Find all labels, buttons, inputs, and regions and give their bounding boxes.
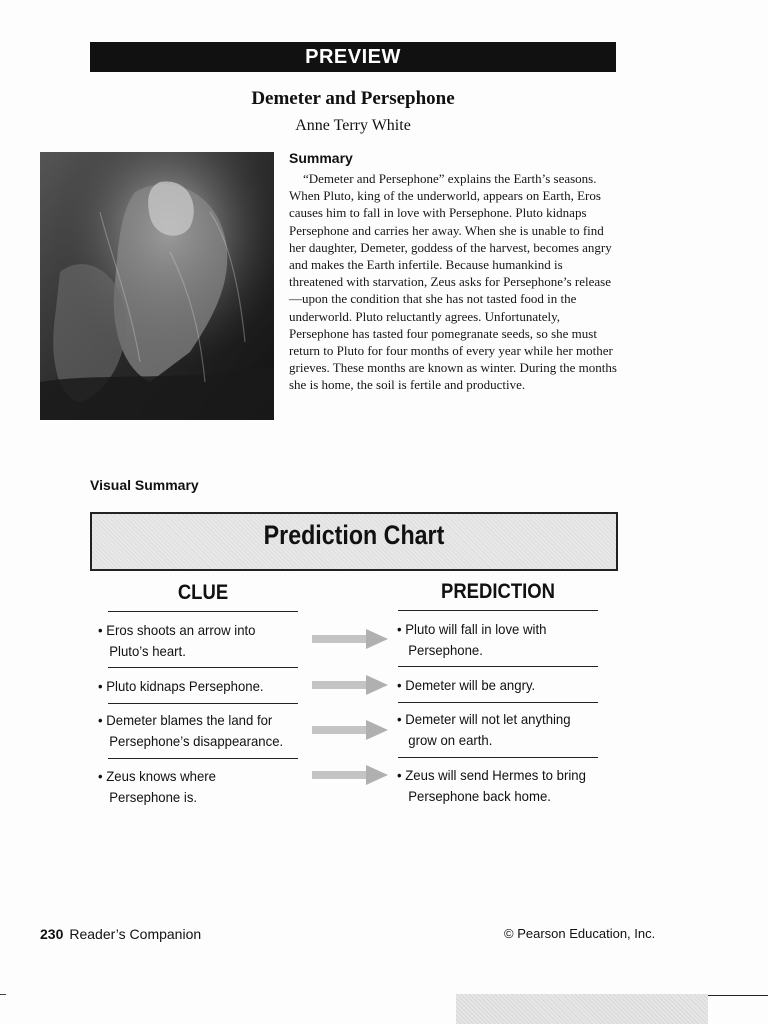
arrow-icon: [312, 763, 388, 787]
clue-divider: [108, 703, 298, 704]
book-title: Reader’s Companion: [69, 926, 202, 942]
page-number: 230: [40, 926, 64, 942]
prediction-line: • Demeter will not let anything: [397, 711, 571, 727]
prediction-line: • Zeus will send Hermes to bring: [397, 767, 586, 783]
prediction-divider: [398, 757, 598, 758]
clue-item: [98, 620, 255, 662]
visual-summary-heading: Visual Summary: [90, 477, 199, 493]
preview-banner: PREVIEW: [90, 42, 616, 72]
clue-divider: [108, 758, 298, 759]
prediction-divider: [398, 702, 598, 703]
copyright-notice: © Pearson Education, Inc.: [504, 926, 656, 941]
clue-line: • Pluto kidnaps Persephone.: [98, 678, 264, 694]
page-footer-left: [40, 926, 201, 942]
clue-divider: [108, 667, 298, 668]
scan-artifact-line: [708, 995, 768, 996]
prediction-line: Persephone.: [408, 642, 483, 658]
prediction-line: Persephone back home.: [408, 788, 551, 804]
artwork-illustration: [40, 152, 274, 420]
summary-paragraph: “Demeter and Persephone” explains the Earth’s seasons. When Pluto, king of the underworld, appears on Earth, Eros causes him to fall in love with Persephone. Pluto kidnaps Persephone and carries her away. When she is unable to find her daughter, Demeter, goddess of the harvest, becomes angry and makes the Earth infertile. Because humankind is threatened with starvation, Zeus asks for Persephone’s release—upon the condition that she has not tasted food in the underworld. Pluto reluctantly agrees. Unfortunately, Persephone has tasted four pomegranate seeds, so she must return to Pluto for four months of every year while her mother grieves. These months are known as winter. During the months she is home, the soil is fertile and productive.: [289, 171, 617, 393]
clue-divider: [108, 611, 298, 612]
story-title: Demeter and Persephone: [251, 88, 455, 109]
prediction-line: grow on earth.: [408, 732, 493, 748]
clue-line: • Demeter blames the land for: [98, 712, 273, 728]
arrow-icon: [312, 627, 388, 651]
prediction-item: [397, 619, 546, 661]
prediction-line: • Demeter will be angry.: [397, 677, 536, 693]
clue-line: • Eros shoots an arrow into: [98, 622, 256, 638]
clue-line: Persephone is.: [109, 789, 198, 805]
prediction-divider: [398, 610, 598, 611]
clue-item: [98, 676, 264, 697]
prediction-divider: [398, 666, 598, 667]
prediction-item: [397, 765, 586, 807]
clue-item: [98, 766, 216, 808]
prediction-chart-title: Prediction Chart: [263, 520, 445, 550]
scan-artifact: [456, 994, 708, 1024]
story-author: Anne Terry White: [295, 117, 411, 134]
summary-heading: Summary: [289, 150, 353, 166]
prediction-item: [397, 675, 535, 696]
arrow-icon: [312, 718, 388, 742]
clue-column-heading: CLUE: [177, 581, 229, 604]
scan-artifact-mark: [0, 994, 6, 995]
prediction-line: • Pluto will fall in love with: [397, 621, 547, 637]
clue-line: Persephone’s disappearance.: [109, 733, 284, 749]
clue-line: Pluto’s heart.: [109, 643, 186, 659]
prediction-column-heading: PREDICTION: [441, 580, 555, 603]
prediction-item: [397, 709, 571, 751]
arrow-icon: [312, 673, 388, 697]
clue-line: • Zeus knows where: [98, 768, 216, 784]
clue-item: [98, 710, 283, 752]
